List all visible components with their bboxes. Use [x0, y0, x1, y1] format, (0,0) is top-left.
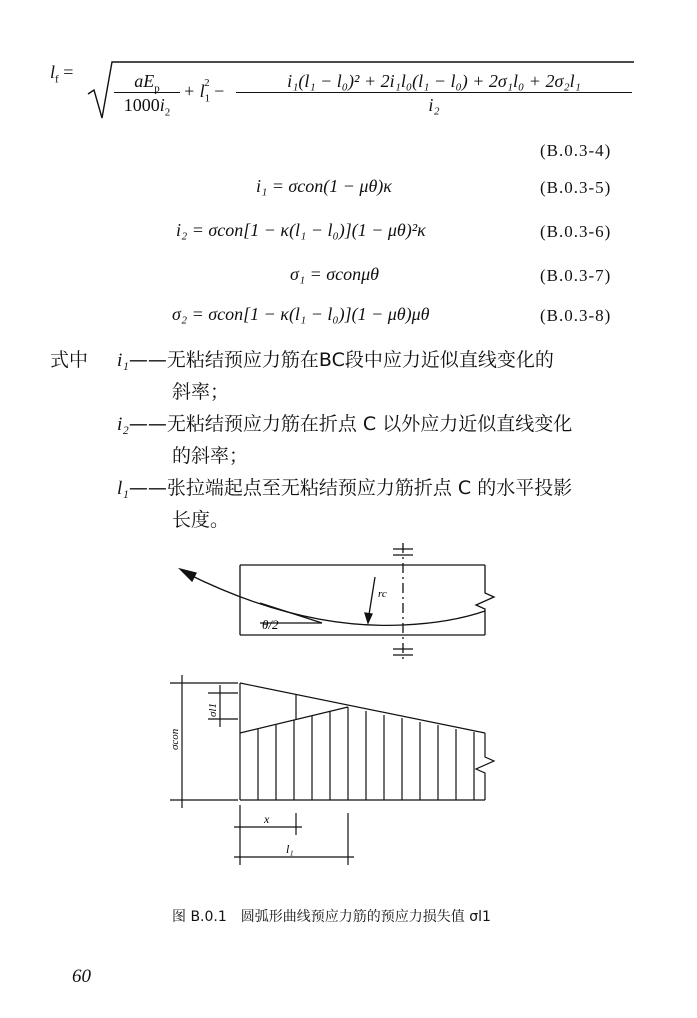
- sigma-con-label: σcon: [169, 728, 181, 750]
- minus-sign: −: [214, 81, 225, 101]
- eq-number-6: (B.0.3-6): [540, 222, 612, 241]
- page-number: 60: [72, 966, 91, 987]
- frac2: [236, 70, 632, 115]
- where-label: 式中: [50, 349, 89, 371]
- frac1-den-sub: 2: [164, 106, 171, 119]
- equation-8: σ₂ = σcon[1 − κ(l₁ − l₀)](1 − μθ)μθ: [172, 304, 430, 324]
- definition-text: ——无粘结预应力筋在BC段中应力近似直线变化的: [128, 349, 554, 371]
- l1-term-sub: 1: [204, 92, 211, 105]
- equation-5: i₁ = σcon(1 − μθ)κ: [256, 176, 392, 196]
- tendon-curve: [186, 573, 485, 625]
- loss-top-line: [240, 683, 485, 733]
- definition-symbol: l₁: [117, 478, 129, 499]
- frac1-num-sub: p: [154, 82, 160, 95]
- figure-caption: 图 B.0.1 圆弧形曲线预应力筋的预应力损失值 σl1: [172, 909, 491, 925]
- definition-symbol: i₂: [117, 414, 129, 435]
- rc-label: rc: [378, 588, 387, 600]
- formula-main: $l_f$ =: [50, 62, 74, 86]
- definition-i1: [117, 345, 554, 372]
- definition-i2: [117, 409, 572, 436]
- frac1-num: aE: [134, 71, 155, 91]
- frac1-den: 1000: [123, 95, 160, 115]
- frac2-num: i₁(l₁ − l₀)² + 2i₁l₀(l₁ − l₀) + 2σ₁l₀ + 2σ₂l₁: [236, 70, 632, 93]
- frac1: [114, 70, 180, 119]
- formula-l1-term: [183, 77, 225, 105]
- definition-i1-cont: 斜率；: [172, 381, 230, 403]
- formula-lhs: l: [50, 62, 56, 82]
- definition-l1-cont: 长度。: [172, 509, 230, 531]
- eq-number-5: (B.0.3-5): [540, 178, 612, 197]
- figure-diagram: [150, 535, 520, 880]
- eq-number-7: (B.0.3-7): [540, 266, 612, 285]
- l1-label: l₁: [286, 842, 294, 856]
- l1-term-sup: 2: [204, 77, 210, 89]
- frac2-den: i₂: [428, 95, 440, 115]
- definition-l1: [117, 473, 572, 500]
- definition-text: ——张拉端起点至无粘结预应力筋折点 C 的水平投影: [128, 477, 573, 499]
- loss-break-mark: [476, 733, 494, 800]
- definition-i2-cont: 的斜率；: [172, 445, 249, 467]
- equation-6: i₂ = σcon[1 − κ(l₁ − l₀)](1 − μθ)²κ: [176, 220, 426, 240]
- definition-symbol: i₁: [117, 350, 129, 371]
- beam-break-mark: [476, 565, 494, 635]
- formula-lhs-sub: f: [55, 73, 59, 86]
- frac1-den-var: i: [159, 95, 165, 115]
- sigma-l1-label: σl1: [207, 703, 219, 717]
- equation-7: σ₁ = σconμθ: [290, 264, 380, 284]
- eq-number-4: (B.0.3-4): [540, 141, 612, 160]
- definition-text: ——无粘结预应力筋在折点 C 以外应力近似直线变化: [128, 413, 573, 435]
- eq-number-8: (B.0.3-8): [540, 306, 612, 325]
- l1-term: + l: [183, 81, 205, 101]
- theta-label: θ/2: [262, 617, 279, 632]
- tension-arrow-icon: [180, 569, 196, 581]
- x-label: x: [264, 812, 270, 826]
